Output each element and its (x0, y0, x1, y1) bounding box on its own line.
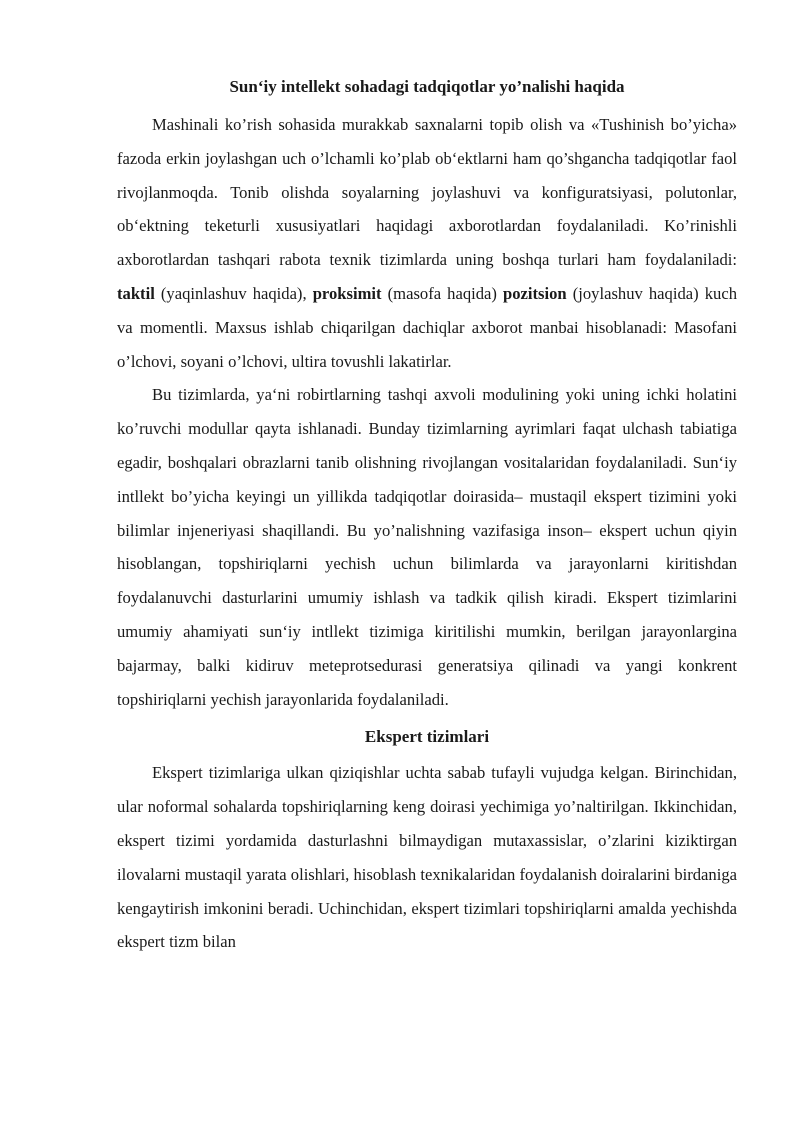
paragraph-systems: Bu tizimlarda, ya‘ni robirtlarning tashqi axvoli modulining yoki uning ichki holatini ko’ruvchi modullar qayta ishlanadi. Bunday tizimlarning ayrimlari faqat ulchash tabiatiga egadir, boshqalari obrazlarni tanib olishning rivojlangan vositalaridan foydalaniladi. Sun‘iy intllekt bo’yicha keyingi un yillikda tadqiqotlar doirasida– mustaqil ekspert tizimini yoki bilimlar injeneriyasi shaqillandi. Bu yo’nalishning vazifasiga inson– ekspert uchun qiyin hisoblangan, topshiriqlarni yechish uchun bilimlarda va jarayonlarni kiritishdan foydalanuvchi dasturlarini umumiy ishlash va tadkik qilish kiradi. Ekspert tizimlarini umumiy ahamiyati sun‘iy intllekt tizimiga kiritilishi mumkin, berilgan jarayonlargina bajarmay, balki kidiruv meteprotsedurasi generatsiya qilinadi va yangi konkrent topshiriqlarni yechish jarayonlarida foydalaniladi. (117, 385, 737, 709)
paragraph-text: Mashinali ko’rish sohasida murakkab saxnalarni topib olish va «Tushinish bo’yicha» fazoda erkin joylashgan uch o’lchamli ko’plab ob‘ektlarni ham qo’shgancha tadqiqotlar faol rivojlanmoqda. Tonib olishda soyalarning joylashuvi va konfiguratsiyasi, polutonlar, ob‘ektning teketurli xususiyatlari haqidagi axborotlardan foydalaniladi. Ko’rinishli axborotlardan tashqari rabota texnik tizimlarda uning boshqa turlari ham foydalaniladi: (117, 115, 737, 270)
document-title: Sun‘iy intellekt sohadagi tadqiqotlar yo’nalishi haqida (229, 77, 625, 96)
term-pozitsion: pozitsion (503, 283, 567, 303)
paragraph-text: (yaqinlashuv haqida), (154, 283, 313, 303)
term-proksimit: proksimit (312, 283, 382, 303)
paragraph-expert-systems: Ekspert tizimlariga ulkan qiziqishlar uchta sabab tufayli vujudga kelgan. Birinchidan, ular noformal sohalarda topshiriqlarning keng doirasi yechimiga yo’naltirilgan. Ikkinchidan, ekspert tizimi yordamida dasturlashni bilmaydigan mutaxassislar, o’zlarini kiziktirgan ilovalarni mustaqil yarata olishlari, hisoblash texnikalaridan foydalanish doiralarini birdaniga kengaytirish imkonini beradi. Uchinchidan, ekspert tizimlari topshiriqlarni amalda yechishda ekspert tizm bilan (117, 763, 737, 952)
paragraph-text: (masofa haqida) (381, 283, 504, 303)
paragraph-machine-vision (117, 108, 737, 378)
term-taktil: taktil (117, 283, 155, 303)
section-heading: Ekspert tizimlari (364, 727, 490, 747)
paragraph-text: (joylashuv haqida) kuch va momentli. Maxsus ishlab chiqarilgan dachiqlar axborot manbai hisoblanadi: Masofani o’lchovi, soyani o’lchovi, ultira tovushli lakatirlar. (117, 283, 737, 371)
document-page (117, 72, 737, 959)
